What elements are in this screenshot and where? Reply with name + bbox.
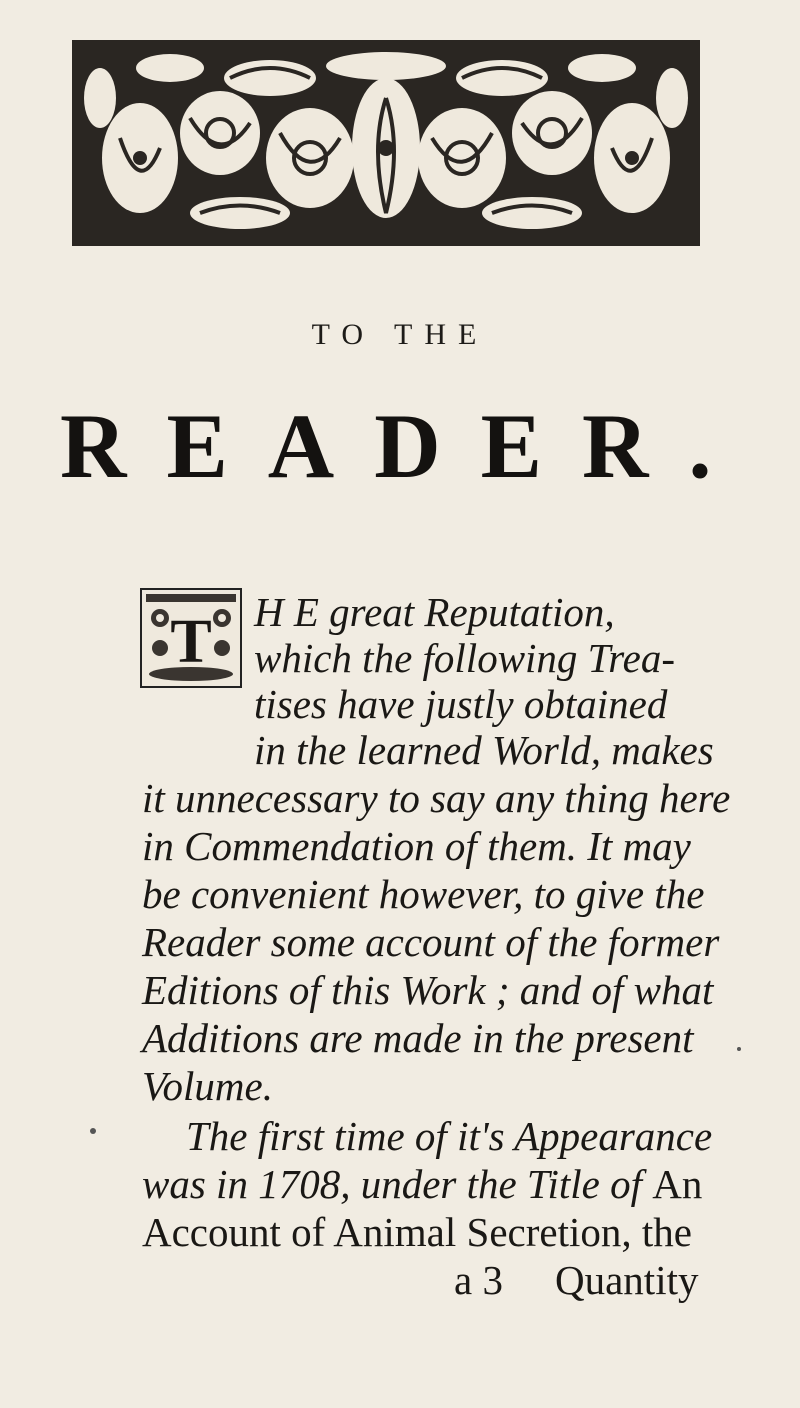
decorated-initial-letter [140,588,242,688]
margin-speck [737,1047,741,1051]
text-line-13 [142,1161,703,1207]
heading-reader: READER. [60,395,752,497]
initial-letter: T [170,608,212,676]
text-line-4: in the learned World, makes [254,727,714,773]
text-line-12: The first time of it's Appearance [186,1113,713,1159]
text-line-13-roman: An [652,1161,703,1207]
text-line-6: in Commendation of them. It may [142,823,691,869]
text-line-3: tises have justly obtained [254,681,668,727]
text-line-13-italic: was in 1708, under the Title of [142,1161,642,1207]
text-line-9: Editions of this Work ; and of what [142,967,714,1013]
signature-mark: a 3 [454,1257,503,1303]
catchword: Quantity [555,1257,699,1303]
text-line-7: be convenient however, to give the [142,871,705,917]
text-line-11: Volume. [142,1063,273,1109]
text-line-5: it unnecessary to say any thing here [142,775,731,821]
text-line-2: which the following Trea- [254,635,676,681]
margin-speck [90,1128,96,1134]
text-line-10: Additions are made in the present [142,1015,694,1061]
text-line-8: Reader some account of the former [142,919,720,965]
heading-to-the: TO THE [311,318,489,351]
text-line-1: H E great Reputation, [254,589,615,635]
text-line-14: Account of Animal Secretion, the [142,1209,692,1255]
ornamental-headpiece [70,38,702,248]
